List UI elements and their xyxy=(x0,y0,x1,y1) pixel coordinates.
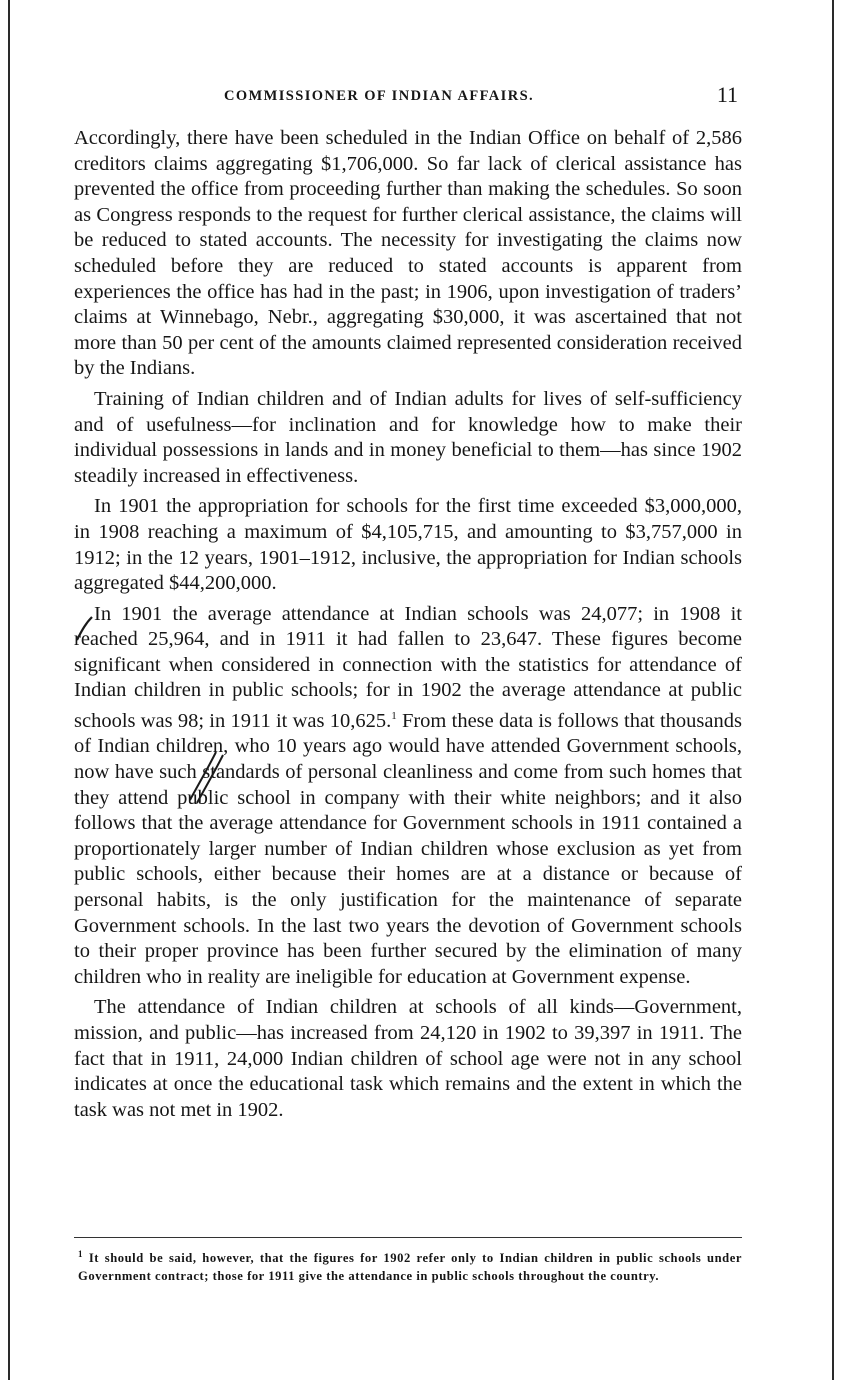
footnote-rule xyxy=(74,1237,742,1238)
paragraph-claims: Accordingly, there have been scheduled in the Indian Office on behalf of 2,586 creditors claims aggregating $1,706,000. So far lack of clerical assistance has prevented the office from proceeding further than making the schedules. So soon as Congress responds to the request for further clerical assistance, the claims will be reduced to stated accounts. The necessity for investigating the claims now scheduled before they are reduced to stated accounts is apparent from experiences the office has had in the past; in 1906, upon investigation of traders’ claims at Winnebago, Nebr., aggregating $30,000, it was ascertained that not more than 50 per cent of the amounts claimed represented consideration received by the Indians. xyxy=(74,127,742,380)
footnote-mark: 1 xyxy=(78,1249,84,1259)
paragraph-training: Training of Indian children and of Indian adults for lives of self-sufficiency and of usefulness—for inclination and for knowledge how to make their individual possessions in lands and in money beneficial to them—has since 1902 steadily increased in effectiveness. xyxy=(74,387,742,487)
running-title: COMMISSIONER OF INDIAN AFFAIRS. xyxy=(224,88,535,104)
attendance-text-after-note: From these data is follows that thousands of Indian children, who 10 years ago would have attended Government schools, now have such standards of personal cleanliness and come from such homes that they attend public school in company with their white neighbors; and it also follows that the average attendance for Government schools in 1911 contained a proportionately larger number of Indian children whose exclusion as yet from public schools, either because their homes are at a distance or because of personal habits, is the only justification for the maintenance of separate Government schools. In the last two years the devotion of Government schools to their proper province has been further secured by the elimination of many children who in reality are ineligible for education at Government expense. xyxy=(74,709,742,988)
paragraph-enrollment: The attendance of Indian children at schools of all kinds—Government, mission, and public—has increased from 24,120 in 1902 to 39,397 in 1911. The fact that in 1911, 24,000 Indian children of school age were not in any school indicates at once the educational task which remains and the extent in which the task was not met in 1902. xyxy=(74,996,742,1121)
footnote xyxy=(78,1245,742,1285)
body-text xyxy=(74,126,742,1128)
paragraph-attendance xyxy=(74,602,742,991)
footnote-text: It should be said, however, that the figures for 1902 refer only to Indian children in public schools under Government contract; those for 1911 give the attendance in public schools throughout the country. xyxy=(78,1251,742,1284)
footnote-reference[interactable]: 1 xyxy=(391,710,397,723)
attendance-text-before-note: In 1901 the average attendance at Indian schools was 24,077; in 1908 it reached 25,964, and in 1911 it had fallen to 23,647. These figures become significant when considered in connection with the statistics for attendance of Indian children in public schools; for in 1902 the average attendance at public schools was 98; in 1911 it was 10,625. xyxy=(74,602,742,732)
running-header xyxy=(74,82,742,112)
page-number: 11 xyxy=(716,82,738,107)
paragraph-appropriation: In 1901 the appropriation for schools for the first time exceeded $3,000,000, in 1908 reaching a maximum of $4,105,715, and amounting to $3,757,000 in 1912; in the 12 years, 1901–1912, inclusive, the appropriation for Indian schools aggregated $44,200,000. xyxy=(74,495,742,595)
